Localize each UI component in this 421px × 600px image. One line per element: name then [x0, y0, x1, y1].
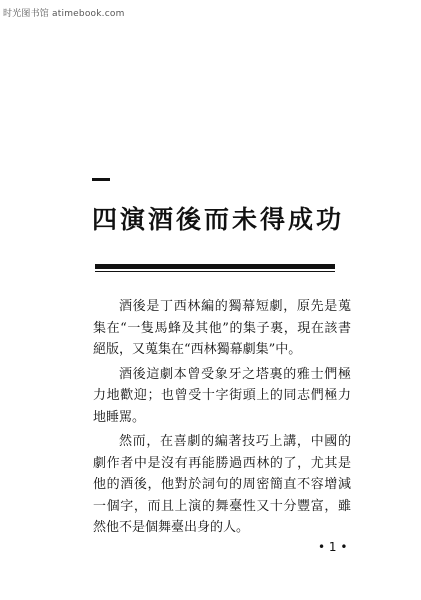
body-text — [93, 296, 351, 542]
paragraph-1: 酒後是丁西林編的獨幕短劇，原先是蒐集在“一隻馬蜂及其他”的集子裏，現在該書絕版，又蒐集在“西林獨幕劇集”中。 — [93, 299, 351, 357]
title-rule-thin — [95, 271, 335, 272]
paragraph-2: 酒後這劇本曾受象牙之塔裏的雅士們極力地歡迎；也曾受十字街頭上的同志們極力地睡駡。 — [93, 366, 351, 425]
watermark-text: 时光图书馆 atimebook.com — [3, 9, 125, 19]
paragraph-3: 然而，在喜劇的編著技巧上講，中國的劇作者中是沒有再能勝過西林的了，尤其是他的酒後，他對於詞句的周密簡直不容增減一個字，而且上演的舞臺性又十分豐富，雖然他不是個舞臺出身的人。 — [93, 434, 351, 535]
section-number-mark — [92, 178, 110, 181]
page-number: • 1 • — [318, 540, 348, 554]
chapter-title: 四演酒後而未得成功 — [92, 205, 345, 234]
title-rule-thick — [95, 264, 335, 269]
